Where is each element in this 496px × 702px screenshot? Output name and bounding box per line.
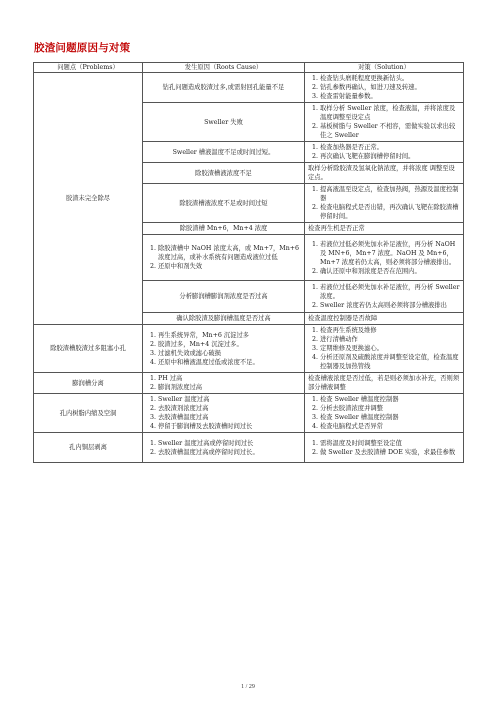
solution-item: 4. 分析还原剂及硫酸浓度并调整至设定值，检查温度控制器及加热管线 [320,353,460,371]
cause-cell: 除胶渣槽液浓度不足或时间过短 [143,184,305,223]
solution-cell [305,184,464,223]
solution-list [308,240,460,276]
cause-item: 1. 再生系统异常，Mn+6 沉淀过多 [158,331,301,340]
solution-cell [305,73,464,103]
problem-cell: 膨润槽分离 [34,373,143,394]
cause-item: 2. 膨润剂浓度过高 [158,383,301,392]
solution-item: 1. 需将温度及时间调整至设定值 [320,439,460,448]
cause-cell: 分析膨润槽膨润剂浓度是否过高 [143,281,305,313]
cause-cell: Sweller 失败 [143,103,305,142]
header-solution: 对策（Solution） [305,63,464,73]
solution-item: 1. 检查钻头磨耗程度更换新钻头。 [320,74,460,83]
solution-item: 2. 钻孔参数再确认，如进刀速及转速。 [320,83,460,92]
cause-item: 2. 去胶渣槽温度过高或停留时间过长。 [158,448,301,457]
solution-cell: 检查再生机是否正常 [305,223,464,235]
table-body [34,73,464,463]
solution-item: 2. 再次确认飞靶在膨润槽停留时间。 [320,152,460,161]
problem-cell: 孔内树脂内缩及空洞 [34,394,143,433]
table-header-row [34,63,464,73]
solution-cell [305,394,464,433]
cause-item: 1. 除胶渣槽中 NaOH 浓度太高，或 Mn+7，Mn+6 浓度过高，或补水系统有问题造成液位过低 [158,244,301,262]
solution-item: 1. 若液位过低必须先加水补足液位，再分析 Sweller 浓度。 [320,283,460,301]
solution-item: 4. 检查电脑程式是否异常 [320,422,460,431]
solution-cell: 取样分析除胶渣及氢氧化钠浓度，并将浓度 调整至设定点。 [305,163,464,184]
cause-item: 1. PH 过高 [158,374,301,383]
cause-cell: 除胶渣槽 Mn+6，Mn+4 浓度 [143,223,305,235]
solution-item: 2. 分析去胶渣浓度并调整 [320,404,460,413]
solution-list [308,104,460,140]
cause-cell [143,373,305,394]
solution-item: 1. 检查 Sweller 槽温度控制器 [320,395,460,404]
solution-cell [305,433,464,463]
solution-item: 2. 确认还原中和剂浓度是否在范围内。 [320,267,460,276]
solution-item: 2. Sweller 浓度若仍太高则必须将部分槽液排出 [320,301,460,310]
table-row [34,325,464,373]
solution-item: 2. 基板树脂与 Sweller 不相容，需做实验以求出较佳之 Sweller [320,122,460,140]
cause-item: 4. 停留于膨润槽及去胶渣槽时间过长 [158,422,301,431]
solution-cell: 检查温度控制器是否故障 [305,313,464,325]
problems-table [33,62,464,463]
solution-cell [305,281,464,313]
cause-item: 3. 去胶渣槽温度过高 [158,413,301,422]
solution-item: 1. 检查再生系统及维修 [320,326,460,335]
problem-cell: 孔内铜层剥离 [34,433,143,463]
cause-list [146,374,301,392]
problem-cell: 胶渣未完全除尽 [34,73,143,325]
cause-item: 3. 过滤机失效或滤心破损 [158,349,301,358]
solution-item: 3. 定期维修及更换滤心。 [320,344,460,353]
solution-cell: 检查槽液浓度是否过低，若是则必须加水补充，否则须部分槽液调整 [305,373,464,394]
solution-list [308,283,460,310]
header-problem: 问题点（Problems） [34,63,143,73]
solution-cell [305,103,464,142]
cause-item: 4. 还原中和槽液温度过低或浓度不足。 [158,358,301,367]
cause-list [146,395,301,431]
solution-item: 1. 若液位过低必须先加水补足液位，再分析 NaOH 及 MN+6，Mn+7 浓度。NaOH 及 Mn+6，Mn+7 浓度若仍太高，则必须将部分槽液排出。 [320,240,460,267]
solution-item: 2. 进行清槽动作 [320,335,460,344]
solution-item: 1. 提高液温至设定点，检查加热阀，热源及温度控制器 [320,185,460,203]
table-row [34,373,464,394]
page-number: 1 / 29 [241,684,255,690]
cause-item: 1. Sweller 温度过高或停留时间过长 [158,439,301,448]
cause-list [146,439,301,457]
table-row [34,433,464,463]
cause-item: 1. Sweller 温度过高 [158,395,301,404]
header-cause: 发生原因（Roots Cause） [143,63,305,73]
cause-cell [143,325,305,373]
table-row [34,394,464,433]
document-title: 胶渣问题原因与对策 [34,42,131,54]
solution-cell [305,325,464,373]
cause-cell [143,235,305,281]
cause-item: 2. 胶渣过多，Mn+4 沉淀过多。 [158,340,301,349]
cause-cell [143,394,305,433]
solution-item: 2. 检查电脑程式是否出错，再次确认飞靶在除胶渣槽停留时间。 [320,203,460,221]
solution-item: 2. 做 Sweller 及去胶渣槽 DOE 实验，求最佳参数 [320,448,460,457]
solution-cell [305,142,464,163]
table-row [34,73,464,103]
solution-list [308,143,460,161]
cause-cell: Sweller 槽液温度不足或时间过短。 [143,142,305,163]
solution-list [308,185,460,221]
solution-item: 3. 检查 Sweller 槽温度控制器 [320,413,460,422]
solution-list [308,326,460,371]
cause-cell: 钻孔问题造成胶渣过多,或需射回孔能量不足 [143,73,305,103]
cause-item: 2. 去胶渣剂浓度过高 [158,404,301,413]
solution-item: 1. 检查加热器是否正常。 [320,143,460,152]
cause-cell: 确认除胶渣及膨润槽温度是否过高 [143,313,305,325]
cause-cell [143,433,305,463]
cause-list [146,331,301,367]
solution-cell [305,235,464,281]
cause-cell: 除胶渣槽液浓度不足 [143,163,305,184]
solution-list [308,439,460,457]
solution-item: 1. 取样分析 Sweller 浓度，检查液温，并将浓度及温度调整至设定点 [320,104,460,122]
solution-list [308,74,460,101]
solution-item: 3. 检查雷射能量参数。 [320,92,460,101]
cause-list [146,244,301,271]
solution-list [308,395,460,431]
problem-cell: 除胶渣槽胶渣过多阻塞小孔 [34,325,143,373]
cause-item: 2. 还原中和剂失效 [158,262,301,271]
